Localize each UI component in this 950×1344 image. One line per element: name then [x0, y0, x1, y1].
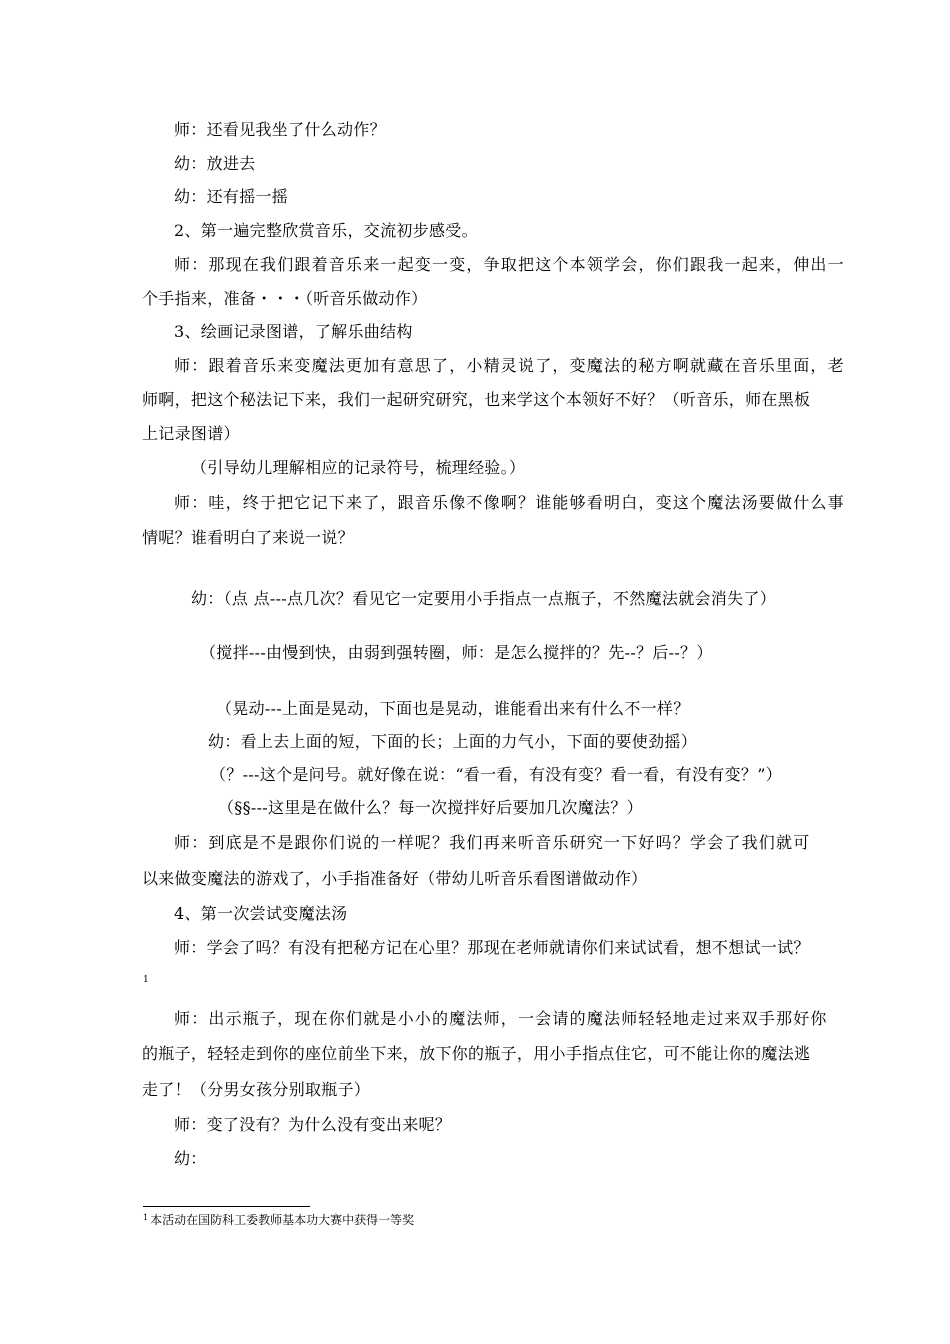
text-line: 走了！（分男女孩分别取瓶子）: [142, 1080, 371, 1099]
text-line: 师：那现在我们跟着音乐来一起变一变，争取把这个本领学会，你们跟我一起来，伸出一: [174, 255, 845, 274]
text-line: 师：学会了吗？有没有把秘方记在心里？那现在老师就请你们来试试看，想不想试一试？: [174, 938, 810, 957]
section-heading: 3、绘画记录图谱，了解乐曲结构: [174, 322, 413, 341]
section-heading: 4、第一次尝试变魔法汤: [174, 904, 348, 923]
text-line: 情呢？谁看明白了来说一说？: [142, 528, 354, 547]
footnote-text: 本活动在国防科工委教师基本功大赛中获得一等奖: [150, 1213, 415, 1227]
text-line: （引导幼儿理解相应的记录符号，梳理经验。）: [191, 458, 526, 477]
text-line: 师啊，把这个秘法记下来，我们一起研究研究，也来学这个本领好不好？（听音乐，师在黑板: [142, 390, 811, 409]
text-line: 幼：还有摇一摇: [174, 187, 289, 206]
footnote-number: 1: [143, 1213, 149, 1222]
text-line: 师：跟着音乐来变魔法更加有意思了，小精灵说了，变魔法的秘方啊就藏在音乐里面，老: [174, 356, 845, 375]
text-line: 师：哇，终于把它记下来了，跟音乐像不像啊？谁能够看明白，变这个魔法汤要做什么事: [174, 493, 845, 512]
text-line: 的瓶子，轻轻走到你的座位前坐下来，放下你的瓶子，用小手指点住它，可不能让你的魔法逃: [142, 1044, 811, 1063]
footnote-marker: 1: [143, 975, 149, 985]
footnote-divider: [143, 1206, 310, 1207]
text-line: （晃动---上面是晃动，下面也是晃动，谁能看出来有什么不一样？: [216, 699, 690, 718]
text-line: 幼：（点 点---点几次？看见它一定要用小手指点一点瓶子，不然魔法就会消失了）: [191, 589, 777, 608]
text-line: （？---这个是问号。就好像在说：“看一看，有没有变？看一看，有没有变？”）: [210, 765, 782, 784]
section-heading: 2、第一遍完整欣赏音乐，交流初步感受。: [174, 221, 478, 240]
text-line: 幼：放进去: [174, 154, 256, 173]
footnote: [143, 1212, 414, 1228]
text-line: 幼：: [174, 1149, 207, 1168]
text-line: 以来做变魔法的游戏了，小手指准备好（带幼儿听音乐看图谱做动作）: [142, 869, 648, 888]
text-line: 个手指来，准备・・・（听音乐做动作）: [142, 289, 428, 308]
text-line: 师：变了没有？为什么没有变出来呢？: [174, 1115, 452, 1134]
text-line: 幼：看上去上面的短，下面的长；上面的力气小，下面的要使劲摇）: [208, 732, 698, 751]
text-line: 师：还看见我坐了什么动作？: [174, 120, 386, 139]
text-line: 上记录图谱）: [142, 424, 240, 443]
text-line: 师：出示瓶子，现在你们就是小小的魔法师，一会请的魔法师轻轻地走过来双手那好你: [174, 1009, 828, 1028]
text-line: （§§---这里是在做什么？每一次搅拌好后要加几次魔法？）: [218, 798, 643, 817]
text-line: （搅拌---由慢到快，由弱到强转圈，师：是怎么搅拌的？先--？后--？）: [200, 643, 713, 662]
text-line: 师：到底是不是跟你们说的一样呢？我们再来听音乐研究一下好吗？学会了我们就可: [174, 833, 811, 852]
